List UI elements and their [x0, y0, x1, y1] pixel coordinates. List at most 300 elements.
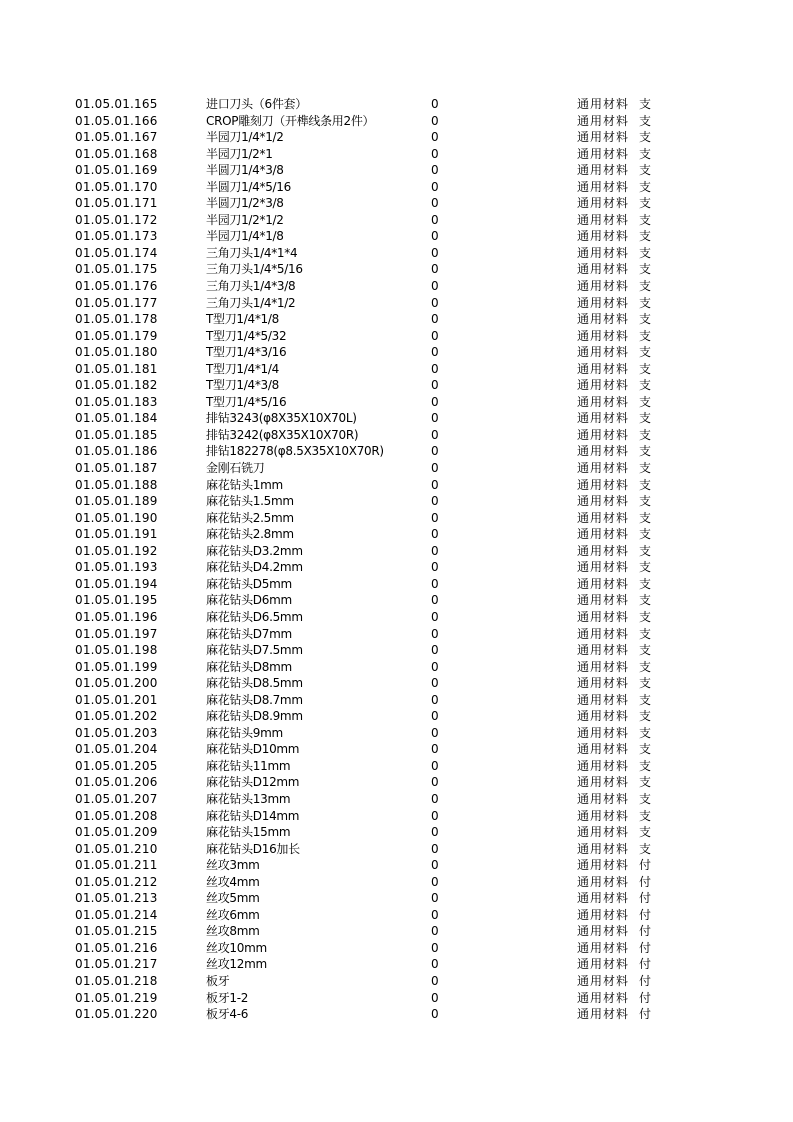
item-name: 丝攻12mm	[206, 957, 267, 972]
item-code: 01.05.01.175	[75, 262, 158, 277]
item-unit: 付	[639, 1007, 652, 1022]
item-unit: 付	[639, 990, 652, 1005]
item-name: 半圆刀1/4*3/8	[206, 163, 284, 178]
item-code: 01.05.01.216	[75, 940, 158, 955]
item-name: 三角刀头1/4*3/8	[206, 279, 296, 294]
item-code: 01.05.01.200	[75, 676, 158, 691]
table-row	[0, 923, 793, 940]
item-unit: 支	[639, 709, 652, 724]
item-quantity: 0	[431, 874, 439, 889]
item-category: 通用材料	[577, 1007, 630, 1022]
item-category: 通用材料	[577, 245, 630, 260]
item-quantity: 0	[431, 709, 439, 724]
item-code: 01.05.01.212	[75, 874, 158, 889]
table-row	[0, 609, 793, 626]
item-name: 麻花钻头D8.5mm	[206, 676, 303, 691]
item-code: 01.05.01.181	[75, 361, 158, 376]
item-unit: 支	[639, 676, 652, 691]
item-name: 麻花钻头D4.2mm	[206, 560, 303, 575]
item-code: 01.05.01.218	[75, 973, 158, 988]
item-name: 麻花钻头1mm	[206, 477, 283, 492]
table-row	[0, 394, 793, 411]
item-code: 01.05.01.166	[75, 113, 158, 128]
item-code: 01.05.01.178	[75, 312, 158, 327]
table-row	[0, 195, 793, 212]
item-unit: 付	[639, 957, 652, 972]
table-row	[0, 427, 793, 444]
table-row	[0, 344, 793, 361]
item-unit: 支	[639, 775, 652, 790]
item-code: 01.05.01.186	[75, 444, 158, 459]
item-category: 通用材料	[577, 427, 630, 442]
item-code: 01.05.01.183	[75, 394, 158, 409]
table-row	[0, 477, 793, 494]
item-quantity: 0	[431, 775, 439, 790]
table-row	[0, 592, 793, 609]
item-code: 01.05.01.188	[75, 477, 158, 492]
item-quantity: 0	[431, 643, 439, 658]
item-category: 通用材料	[577, 444, 630, 459]
item-unit: 支	[639, 659, 652, 674]
item-category: 通用材料	[577, 990, 630, 1005]
item-unit: 支	[639, 295, 652, 310]
item-unit: 付	[639, 907, 652, 922]
item-code: 01.05.01.174	[75, 245, 158, 260]
table-row	[0, 890, 793, 907]
item-unit: 付	[639, 924, 652, 939]
item-unit: 支	[639, 626, 652, 641]
item-name: 麻花钻头11mm	[206, 758, 291, 773]
item-category: 通用材料	[577, 825, 630, 840]
item-name: 麻花钻头D6.5mm	[206, 609, 303, 624]
item-name: 三角刀头1/4*1*4	[206, 245, 298, 260]
item-quantity: 0	[431, 725, 439, 740]
item-code: 01.05.01.193	[75, 560, 158, 575]
item-quantity: 0	[431, 891, 439, 906]
item-unit: 支	[639, 758, 652, 773]
item-quantity: 0	[431, 825, 439, 840]
item-name: 麻花钻头1.5mm	[206, 494, 294, 509]
item-name: 丝攻10mm	[206, 940, 267, 955]
item-unit: 支	[639, 146, 652, 161]
item-category: 通用材料	[577, 279, 630, 294]
item-name: 三角刀头1/4*5/16	[206, 262, 303, 277]
item-quantity: 0	[431, 494, 439, 509]
item-unit: 支	[639, 130, 652, 145]
table-row	[0, 162, 793, 179]
item-unit: 支	[639, 328, 652, 343]
item-quantity: 0	[431, 196, 439, 211]
item-category: 通用材料	[577, 179, 630, 194]
table-row	[0, 559, 793, 576]
table-row	[0, 278, 793, 295]
item-category: 通用材料	[577, 130, 630, 145]
item-code: 01.05.01.171	[75, 196, 158, 211]
item-quantity: 0	[431, 295, 439, 310]
item-category: 通用材料	[577, 576, 630, 591]
item-unit: 支	[639, 725, 652, 740]
item-category: 通用材料	[577, 527, 630, 542]
item-code: 01.05.01.220	[75, 1007, 158, 1022]
item-name: 麻花钻头D3.2mm	[206, 543, 303, 558]
item-code: 01.05.01.172	[75, 212, 158, 227]
item-unit: 支	[639, 791, 652, 806]
item-unit: 支	[639, 378, 652, 393]
table-row	[0, 361, 793, 378]
item-quantity: 0	[431, 229, 439, 244]
item-unit: 支	[639, 411, 652, 426]
item-quantity: 0	[431, 179, 439, 194]
item-category: 通用材料	[577, 709, 630, 724]
item-unit: 付	[639, 858, 652, 873]
item-name: 麻花钻头D6mm	[206, 593, 292, 608]
item-code: 01.05.01.167	[75, 130, 158, 145]
item-name: 板牙1-2	[206, 990, 249, 1005]
item-quantity: 0	[431, 477, 439, 492]
item-category: 通用材料	[577, 841, 630, 856]
item-name: 麻花钻头D10mm	[206, 742, 300, 757]
item-name: 麻花钻头D8mm	[206, 659, 292, 674]
table-row	[0, 295, 793, 312]
item-name: 排钻182278(φ8.5X35X10X70R)	[206, 444, 384, 459]
item-name: 板牙4-6	[206, 1007, 249, 1022]
item-category: 通用材料	[577, 643, 630, 658]
item-unit: 支	[639, 560, 652, 575]
item-code: 01.05.01.176	[75, 279, 158, 294]
item-quantity: 0	[431, 593, 439, 608]
table-row	[0, 642, 793, 659]
item-unit: 支	[639, 841, 652, 856]
item-category: 通用材料	[577, 907, 630, 922]
item-name: 麻花钻头D16加长	[206, 841, 300, 856]
item-unit: 支	[639, 444, 652, 459]
item-unit: 支	[639, 345, 652, 360]
table-row	[0, 907, 793, 924]
item-quantity: 0	[431, 279, 439, 294]
item-unit: 支	[639, 593, 652, 608]
item-quantity: 0	[431, 676, 439, 691]
item-unit: 支	[639, 477, 652, 492]
item-unit: 付	[639, 891, 652, 906]
item-name: 麻花钻头D8.7mm	[206, 692, 303, 707]
item-category: 通用材料	[577, 262, 630, 277]
item-code: 01.05.01.207	[75, 791, 158, 806]
table-row	[0, 841, 793, 858]
item-code: 01.05.01.208	[75, 808, 158, 823]
item-quantity: 0	[431, 427, 439, 442]
table-row	[0, 741, 793, 758]
item-unit: 支	[639, 394, 652, 409]
item-code: 01.05.01.204	[75, 742, 158, 757]
item-quantity: 0	[431, 609, 439, 624]
table-row	[0, 576, 793, 593]
item-name: 麻花钻头2.8mm	[206, 527, 294, 542]
item-code: 01.05.01.219	[75, 990, 158, 1005]
table-row	[0, 857, 793, 874]
table-row	[0, 377, 793, 394]
item-name: 麻花钻头D7mm	[206, 626, 292, 641]
item-unit: 支	[639, 97, 652, 111]
table-row	[0, 410, 793, 427]
item-quantity: 0	[431, 543, 439, 558]
item-quantity: 0	[431, 990, 439, 1005]
item-unit: 支	[639, 312, 652, 327]
item-name: 丝攻6mm	[206, 907, 260, 922]
table-row	[0, 791, 793, 808]
item-code: 01.05.01.170	[75, 179, 158, 194]
item-name: 板牙	[206, 973, 230, 988]
item-category: 通用材料	[577, 543, 630, 558]
item-unit: 支	[639, 808, 652, 823]
item-quantity: 0	[431, 130, 439, 145]
table-row	[0, 212, 793, 229]
item-quantity: 0	[431, 312, 439, 327]
table-row	[0, 774, 793, 791]
item-unit: 支	[639, 212, 652, 227]
item-quantity: 0	[431, 808, 439, 823]
item-quantity: 0	[431, 940, 439, 955]
item-name: 麻花钻头13mm	[206, 791, 291, 806]
item-name: 麻花钻头15mm	[206, 825, 291, 840]
item-category: 通用材料	[577, 874, 630, 889]
item-code: 01.05.01.194	[75, 576, 158, 591]
item-unit: 支	[639, 262, 652, 277]
item-unit: 支	[639, 543, 652, 558]
item-category: 通用材料	[577, 196, 630, 211]
table-row	[0, 179, 793, 196]
item-name: 金刚石铣刀	[206, 461, 265, 476]
item-name: 半园刀1/4*1/8	[206, 229, 284, 244]
table-row	[0, 96, 793, 113]
item-category: 通用材料	[577, 858, 630, 873]
item-code: 01.05.01.165	[75, 97, 158, 111]
table-row	[0, 1006, 793, 1023]
table-row	[0, 940, 793, 957]
table-row	[0, 113, 793, 130]
table-row	[0, 460, 793, 477]
item-quantity: 0	[431, 113, 439, 128]
table-row	[0, 311, 793, 328]
item-unit: 支	[639, 461, 652, 476]
table-row	[0, 725, 793, 742]
item-category: 通用材料	[577, 676, 630, 691]
table-row	[0, 824, 793, 841]
item-name: 麻花钻头D12mm	[206, 775, 300, 790]
item-code: 01.05.01.195	[75, 593, 158, 608]
item-quantity: 0	[431, 907, 439, 922]
table-row	[0, 626, 793, 643]
item-quantity: 0	[431, 973, 439, 988]
table-row	[0, 973, 793, 990]
item-quantity: 0	[431, 841, 439, 856]
item-category: 通用材料	[577, 609, 630, 624]
item-category: 通用材料	[577, 212, 630, 227]
item-quantity: 0	[431, 659, 439, 674]
item-unit: 支	[639, 510, 652, 525]
item-code: 01.05.01.189	[75, 494, 158, 509]
table-row	[0, 129, 793, 146]
item-unit: 支	[639, 163, 652, 178]
item-name: T型刀1/4*1/4	[206, 361, 279, 376]
item-unit: 支	[639, 527, 652, 542]
item-name: 排钻3242(φ8X35X10X70R)	[206, 427, 359, 442]
item-category: 通用材料	[577, 940, 630, 955]
item-quantity: 0	[431, 262, 439, 277]
item-code: 01.05.01.198	[75, 643, 158, 658]
item-name: 半园刀1/4*1/2	[206, 130, 284, 145]
item-quantity: 0	[431, 361, 439, 376]
item-name: T型刀1/4*5/32	[206, 328, 287, 343]
item-unit: 支	[639, 179, 652, 194]
item-name: CROP雕刻刀（开榫线条用2件）	[206, 113, 375, 128]
item-name: 丝攻3mm	[206, 858, 260, 873]
item-code: 01.05.01.190	[75, 510, 158, 525]
table-row	[0, 956, 793, 973]
item-code: 01.05.01.209	[75, 825, 158, 840]
item-name: 半圆刀1/2*3/8	[206, 196, 284, 211]
item-unit: 支	[639, 361, 652, 376]
item-name: 麻花钻头9mm	[206, 725, 283, 740]
item-unit: 支	[639, 494, 652, 509]
material-list-table	[0, 96, 793, 1023]
item-quantity: 0	[431, 97, 439, 111]
item-unit: 支	[639, 576, 652, 591]
item-category: 通用材料	[577, 742, 630, 757]
item-quantity: 0	[431, 245, 439, 260]
item-name: T型刀1/4*3/8	[206, 378, 279, 393]
item-category: 通用材料	[577, 626, 630, 641]
item-quantity: 0	[431, 328, 439, 343]
item-unit: 支	[639, 427, 652, 442]
item-quantity: 0	[431, 163, 439, 178]
item-category: 通用材料	[577, 957, 630, 972]
item-code: 01.05.01.179	[75, 328, 158, 343]
item-category: 通用材料	[577, 411, 630, 426]
item-code: 01.05.01.191	[75, 527, 158, 542]
item-category: 通用材料	[577, 394, 630, 409]
item-code: 01.05.01.169	[75, 163, 158, 178]
item-quantity: 0	[431, 742, 439, 757]
item-unit: 支	[639, 196, 652, 211]
item-unit: 付	[639, 940, 652, 955]
item-quantity: 0	[431, 626, 439, 641]
item-name: 半园刀1/2*1	[206, 146, 273, 161]
item-quantity: 0	[431, 858, 439, 873]
item-quantity: 0	[431, 411, 439, 426]
item-category: 通用材料	[577, 494, 630, 509]
item-category: 通用材料	[577, 891, 630, 906]
item-category: 通用材料	[577, 560, 630, 575]
item-code: 01.05.01.211	[75, 858, 158, 873]
table-row	[0, 692, 793, 709]
item-code: 01.05.01.217	[75, 957, 158, 972]
item-category: 通用材料	[577, 97, 630, 111]
item-code: 01.05.01.205	[75, 758, 158, 773]
item-category: 通用材料	[577, 146, 630, 161]
item-code: 01.05.01.196	[75, 609, 158, 624]
item-code: 01.05.01.180	[75, 345, 158, 360]
item-unit: 支	[639, 279, 652, 294]
item-unit: 支	[639, 113, 652, 128]
item-unit: 付	[639, 973, 652, 988]
item-code: 01.05.01.202	[75, 709, 158, 724]
item-code: 01.05.01.210	[75, 841, 158, 856]
table-row	[0, 328, 793, 345]
item-unit: 支	[639, 643, 652, 658]
item-code: 01.05.01.185	[75, 427, 158, 442]
item-name: T型刀1/4*1/8	[206, 312, 279, 327]
item-name: 麻花钻头D5mm	[206, 576, 292, 591]
item-unit: 支	[639, 825, 652, 840]
item-name: T型刀1/4*5/16	[206, 394, 287, 409]
table-row	[0, 675, 793, 692]
item-code: 01.05.01.187	[75, 461, 158, 476]
item-name: 进口刀头（6件套）	[206, 97, 307, 111]
table-row	[0, 543, 793, 560]
item-category: 通用材料	[577, 593, 630, 608]
item-quantity: 0	[431, 957, 439, 972]
item-category: 通用材料	[577, 775, 630, 790]
item-code: 01.05.01.214	[75, 907, 158, 922]
item-unit: 支	[639, 742, 652, 757]
item-quantity: 0	[431, 791, 439, 806]
table-row	[0, 510, 793, 527]
item-code: 01.05.01.177	[75, 295, 158, 310]
table-row	[0, 245, 793, 262]
item-category: 通用材料	[577, 461, 630, 476]
table-row	[0, 708, 793, 725]
item-code: 01.05.01.182	[75, 378, 158, 393]
item-category: 通用材料	[577, 229, 630, 244]
item-code: 01.05.01.184	[75, 411, 158, 426]
item-code: 01.05.01.201	[75, 692, 158, 707]
item-quantity: 0	[431, 560, 439, 575]
table-row	[0, 874, 793, 891]
item-quantity: 0	[431, 1007, 439, 1022]
item-quantity: 0	[431, 146, 439, 161]
item-name: 排钻3243(φ8X35X10X70L)	[206, 411, 357, 426]
item-name: 麻花钻头D7.5mm	[206, 643, 303, 658]
item-category: 通用材料	[577, 973, 630, 988]
item-category: 通用材料	[577, 328, 630, 343]
item-category: 通用材料	[577, 345, 630, 360]
item-category: 通用材料	[577, 725, 630, 740]
table-row	[0, 758, 793, 775]
item-code: 01.05.01.213	[75, 891, 158, 906]
item-category: 通用材料	[577, 295, 630, 310]
item-category: 通用材料	[577, 692, 630, 707]
item-category: 通用材料	[577, 378, 630, 393]
item-category: 通用材料	[577, 312, 630, 327]
item-quantity: 0	[431, 394, 439, 409]
item-category: 通用材料	[577, 791, 630, 806]
item-category: 通用材料	[577, 924, 630, 939]
item-quantity: 0	[431, 444, 439, 459]
item-code: 01.05.01.215	[75, 924, 158, 939]
table-row	[0, 526, 793, 543]
item-code: 01.05.01.168	[75, 146, 158, 161]
item-category: 通用材料	[577, 361, 630, 376]
item-name: T型刀1/4*3/16	[206, 345, 287, 360]
item-name: 三角刀头1/4*1/2	[206, 295, 296, 310]
item-code: 01.05.01.197	[75, 626, 158, 641]
item-name: 丝攻8mm	[206, 924, 260, 939]
item-name: 麻花钻头D14mm	[206, 808, 300, 823]
item-category: 通用材料	[577, 477, 630, 492]
item-quantity: 0	[431, 527, 439, 542]
item-name: 半园刀1/2*1/2	[206, 212, 284, 227]
item-unit: 付	[639, 874, 652, 889]
